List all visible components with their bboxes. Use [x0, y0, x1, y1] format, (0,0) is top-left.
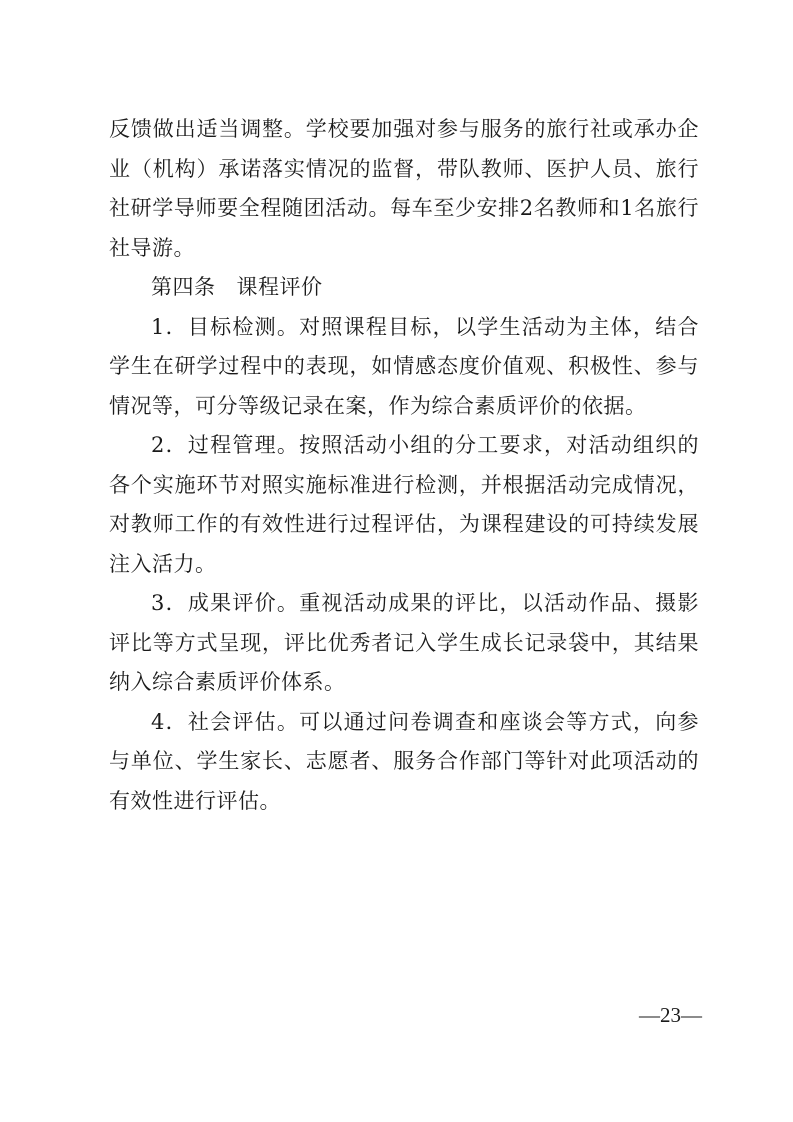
article-number: 第四条	[151, 275, 216, 299]
page-number: —23—	[639, 1003, 702, 1027]
section-heading	[109, 268, 699, 308]
body-text	[109, 110, 699, 821]
item-target-detection: 1．目标检测。对照课程目标，以学生活动为主体，结合学生在研学过程中的表现，如情感态度价值观、积极性、参与情况等，可分等级记录在案，作为综合素质评价的依据。	[109, 314, 699, 418]
section-title: 课程评价	[236, 275, 323, 299]
continuation-paragraph: 反馈做出适当调整。学校要加强对参与服务的旅行社或承办企业（机构）承诺落实情况的监督，带队教师、医护人员、旅行社研学导师要全程随团活动。每车至少安排2名教师和1名旅行社导游。	[109, 117, 699, 260]
item-social-assessment: 4．社会评估。可以通过问卷调查和座谈会等方式，向参与单位、学生家长、志愿者、服务合作部门等针对此项活动的有效性进行评估。	[109, 709, 699, 813]
item-result-evaluation: 3．成果评价。重视活动成果的评比，以活动作品、摄影评比等方式呈现，评比优秀者记入学生成长记录袋中，其结果纳入综合素质评价体系。	[109, 591, 699, 694]
item-process-management: 2．过程管理。按照活动小组的分工要求，对活动组织的各个实施环节对照实施标准进行检测，并根据活动完成情况，对教师工作的有效性进行过程评估，为课程建设的可持续发展注入活力。	[109, 433, 699, 576]
